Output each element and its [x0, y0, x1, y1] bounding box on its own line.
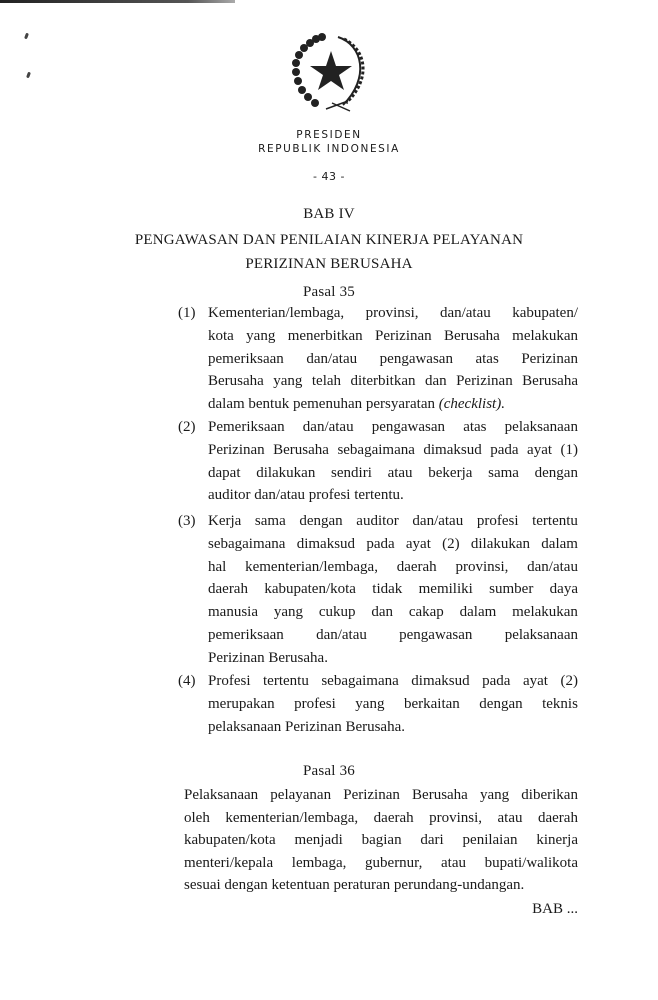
word: menteri/kepala	[184, 854, 274, 871]
word: Profesi	[208, 673, 251, 689]
word: cukup	[318, 604, 356, 621]
word: pelaksanaan	[504, 627, 578, 643]
word: sebagaimana	[337, 441, 415, 458]
word: Berusaha	[273, 441, 329, 458]
word: profesi	[294, 695, 336, 712]
word: bekerja	[428, 464, 473, 481]
presidential-seal-icon	[288, 33, 374, 113]
word: pemeriksaan	[208, 350, 284, 367]
word: tertentu	[532, 513, 578, 529]
word: pelayanan	[270, 787, 332, 803]
word: daerah	[208, 581, 248, 598]
paragraph-line	[184, 786, 578, 804]
ayat-text: dalam bentuk pemenuhan persyaratan	[208, 396, 435, 413]
word: dalam	[459, 604, 497, 621]
ayat-line	[208, 535, 578, 553]
word: dilakukan	[470, 535, 531, 552]
word: teknis	[542, 695, 578, 712]
word: tidak	[372, 581, 403, 598]
word: (1)	[560, 441, 578, 458]
word: pengawasan	[379, 350, 453, 367]
word: daerah	[537, 809, 578, 826]
word: melakukan	[512, 604, 578, 621]
scan-speck	[26, 72, 31, 79]
scan-edge	[0, 0, 235, 3]
institution-line-2: REPUBLIK INDONESIA	[258, 143, 400, 155]
word: sama	[488, 464, 519, 481]
word: dalam	[541, 535, 578, 552]
word: dari	[420, 832, 444, 848]
word: yang	[246, 327, 276, 344]
word: tertentu	[263, 673, 309, 689]
word: dilakukan	[256, 464, 316, 481]
word: dan/atau	[527, 558, 578, 575]
word: berkaitan	[403, 695, 460, 712]
scan-speck	[24, 33, 29, 40]
pasal-35-title: Pasal 35	[302, 284, 355, 300]
ayat-line	[208, 464, 578, 482]
word: melakukan	[512, 327, 578, 344]
word: dan/atau	[316, 627, 367, 643]
ayat-line	[208, 718, 578, 736]
ayat-line	[208, 672, 578, 690]
ayat-line	[208, 418, 578, 436]
word: kementerian/lembaga,	[245, 558, 378, 575]
word: Pelaksanaan	[184, 787, 259, 803]
word: yang	[355, 695, 385, 712]
word: menjadi	[294, 832, 343, 848]
italic-term: (checklist).	[438, 396, 505, 413]
word: (2)	[560, 673, 578, 689]
word: pada	[482, 673, 511, 689]
word: Berusaha	[208, 373, 264, 390]
word: yang	[273, 373, 303, 390]
ayat-line	[208, 350, 578, 368]
word: yang	[479, 787, 510, 803]
word: ayat	[527, 441, 553, 458]
word: sebagaimana	[208, 535, 286, 552]
word: dan/atau	[412, 513, 464, 529]
word: bagian	[361, 832, 402, 848]
word: hal	[208, 558, 227, 575]
word: atas	[463, 419, 487, 435]
word: bupati/walikota	[484, 854, 578, 871]
word: merupakan	[208, 695, 275, 712]
word: sumber	[489, 581, 534, 598]
word: Perizinan	[456, 373, 513, 390]
ayat-label: (4)	[178, 673, 196, 689]
word: kementerian/lembaga,	[225, 809, 359, 826]
word: kinerja	[536, 832, 578, 848]
word: dimaksud	[296, 535, 356, 552]
ayat-line	[208, 558, 578, 576]
ayat-line	[208, 626, 578, 644]
ayat-line	[208, 649, 578, 667]
page-number: - 43 -	[313, 170, 345, 183]
chapter-title-line-2: PERIZINAN BERUSAHA	[245, 256, 413, 272]
word: oleh	[184, 809, 210, 826]
word: yang	[273, 604, 303, 621]
word: ayat	[522, 673, 548, 689]
ayat-line	[208, 580, 578, 598]
word: Perizinan	[208, 441, 265, 458]
ayat-line	[208, 327, 578, 345]
ayat-line	[208, 372, 578, 390]
word: Pemeriksaan	[208, 419, 285, 435]
ayat-label: (1)	[178, 305, 196, 321]
word: pada	[490, 441, 519, 458]
word: dan/atau	[302, 419, 354, 435]
word: provinsi,	[429, 809, 483, 826]
word: pemeriksaan	[208, 627, 284, 643]
word: sama	[254, 513, 286, 529]
word: Kementerian/lembaga,	[208, 305, 345, 321]
word: dengan	[299, 513, 343, 529]
word: dan	[424, 373, 447, 390]
word: kota	[208, 327, 234, 344]
word: diterbitkan	[350, 373, 416, 390]
ayat-text: auditor dan/atau profesi tertentu.	[208, 487, 404, 504]
word: auditor	[356, 513, 399, 529]
word: dengan	[479, 695, 523, 712]
ayat-text: pelaksanaan Perizinan Berusaha.	[208, 718, 405, 735]
word: kabupaten/kota	[184, 832, 276, 848]
word: lembaga,	[291, 854, 347, 871]
paragraph-line	[184, 854, 578, 872]
word: cakap	[408, 604, 444, 621]
word: Berusaha	[412, 787, 468, 803]
word: atau	[497, 809, 523, 826]
paragraph-line	[184, 831, 578, 849]
ayat-label: (2)	[178, 419, 196, 435]
word: daya	[549, 581, 578, 598]
ayat-line	[208, 695, 578, 713]
word: Perizinan	[375, 327, 432, 344]
ayat-line	[208, 441, 578, 459]
word: Berusaha	[522, 373, 578, 390]
paragraph-line	[184, 809, 578, 827]
word: pengawasan	[399, 627, 473, 643]
word: pelaksanaan	[504, 419, 578, 435]
continuation-marker: BAB ...	[532, 901, 578, 917]
word: telah	[311, 373, 342, 390]
paragraph-line: sesuai dengan ketentuan peraturan perundang-undangan.	[184, 877, 525, 893]
ayat-line	[208, 512, 578, 530]
chapter-number: BAB IV	[303, 206, 355, 222]
ayat-label: (3)	[178, 513, 196, 529]
word: pengawasan	[371, 419, 446, 435]
chapter-title-line-1: PENGAWASAN DAN PENILAIAN KINERJA PELAYANAN	[134, 232, 524, 248]
word: dan	[371, 604, 393, 621]
word: dimaksud	[423, 441, 482, 458]
word: Kerja	[208, 513, 242, 529]
word: provinsi,	[365, 305, 419, 321]
word: Berusaha	[444, 327, 500, 344]
ayat-line	[208, 304, 578, 322]
word: menerbitkan	[287, 327, 363, 344]
pasal-36-title: Pasal 36	[302, 763, 355, 779]
word: diberikan	[521, 787, 578, 803]
word: dimaksud	[411, 673, 470, 689]
word: daerah	[396, 558, 437, 575]
word: sendiri	[331, 464, 372, 481]
word: atas	[475, 350, 499, 367]
word: atau	[441, 854, 466, 871]
word: ayat	[405, 535, 431, 552]
word: dapat	[208, 464, 241, 481]
word: gubernur,	[365, 854, 423, 871]
institution-line-1: PRESIDEN	[296, 129, 362, 141]
word: kabupaten/kota	[264, 581, 356, 598]
word: Perizinan	[343, 787, 400, 803]
word: atau	[387, 464, 413, 481]
word: Perizinan	[521, 350, 578, 367]
word: profesi	[476, 513, 519, 529]
ayat-text: Perizinan Berusaha.	[208, 649, 328, 666]
ayat-line	[208, 603, 578, 621]
word: daerah	[373, 809, 414, 826]
word: manusia	[208, 604, 258, 621]
word: memiliki	[418, 581, 473, 598]
word: pada	[366, 535, 395, 552]
word: (2)	[442, 535, 460, 552]
word: dan/atau	[439, 305, 491, 321]
ayat-line	[208, 486, 578, 504]
word: dan/atau	[306, 350, 358, 367]
word: dengan	[534, 464, 578, 481]
word: provinsi,	[455, 558, 509, 575]
word: penilaian	[462, 832, 518, 848]
word: sebagaimana	[321, 673, 399, 689]
ayat-line	[208, 395, 578, 413]
word: kabupaten/	[512, 305, 578, 321]
